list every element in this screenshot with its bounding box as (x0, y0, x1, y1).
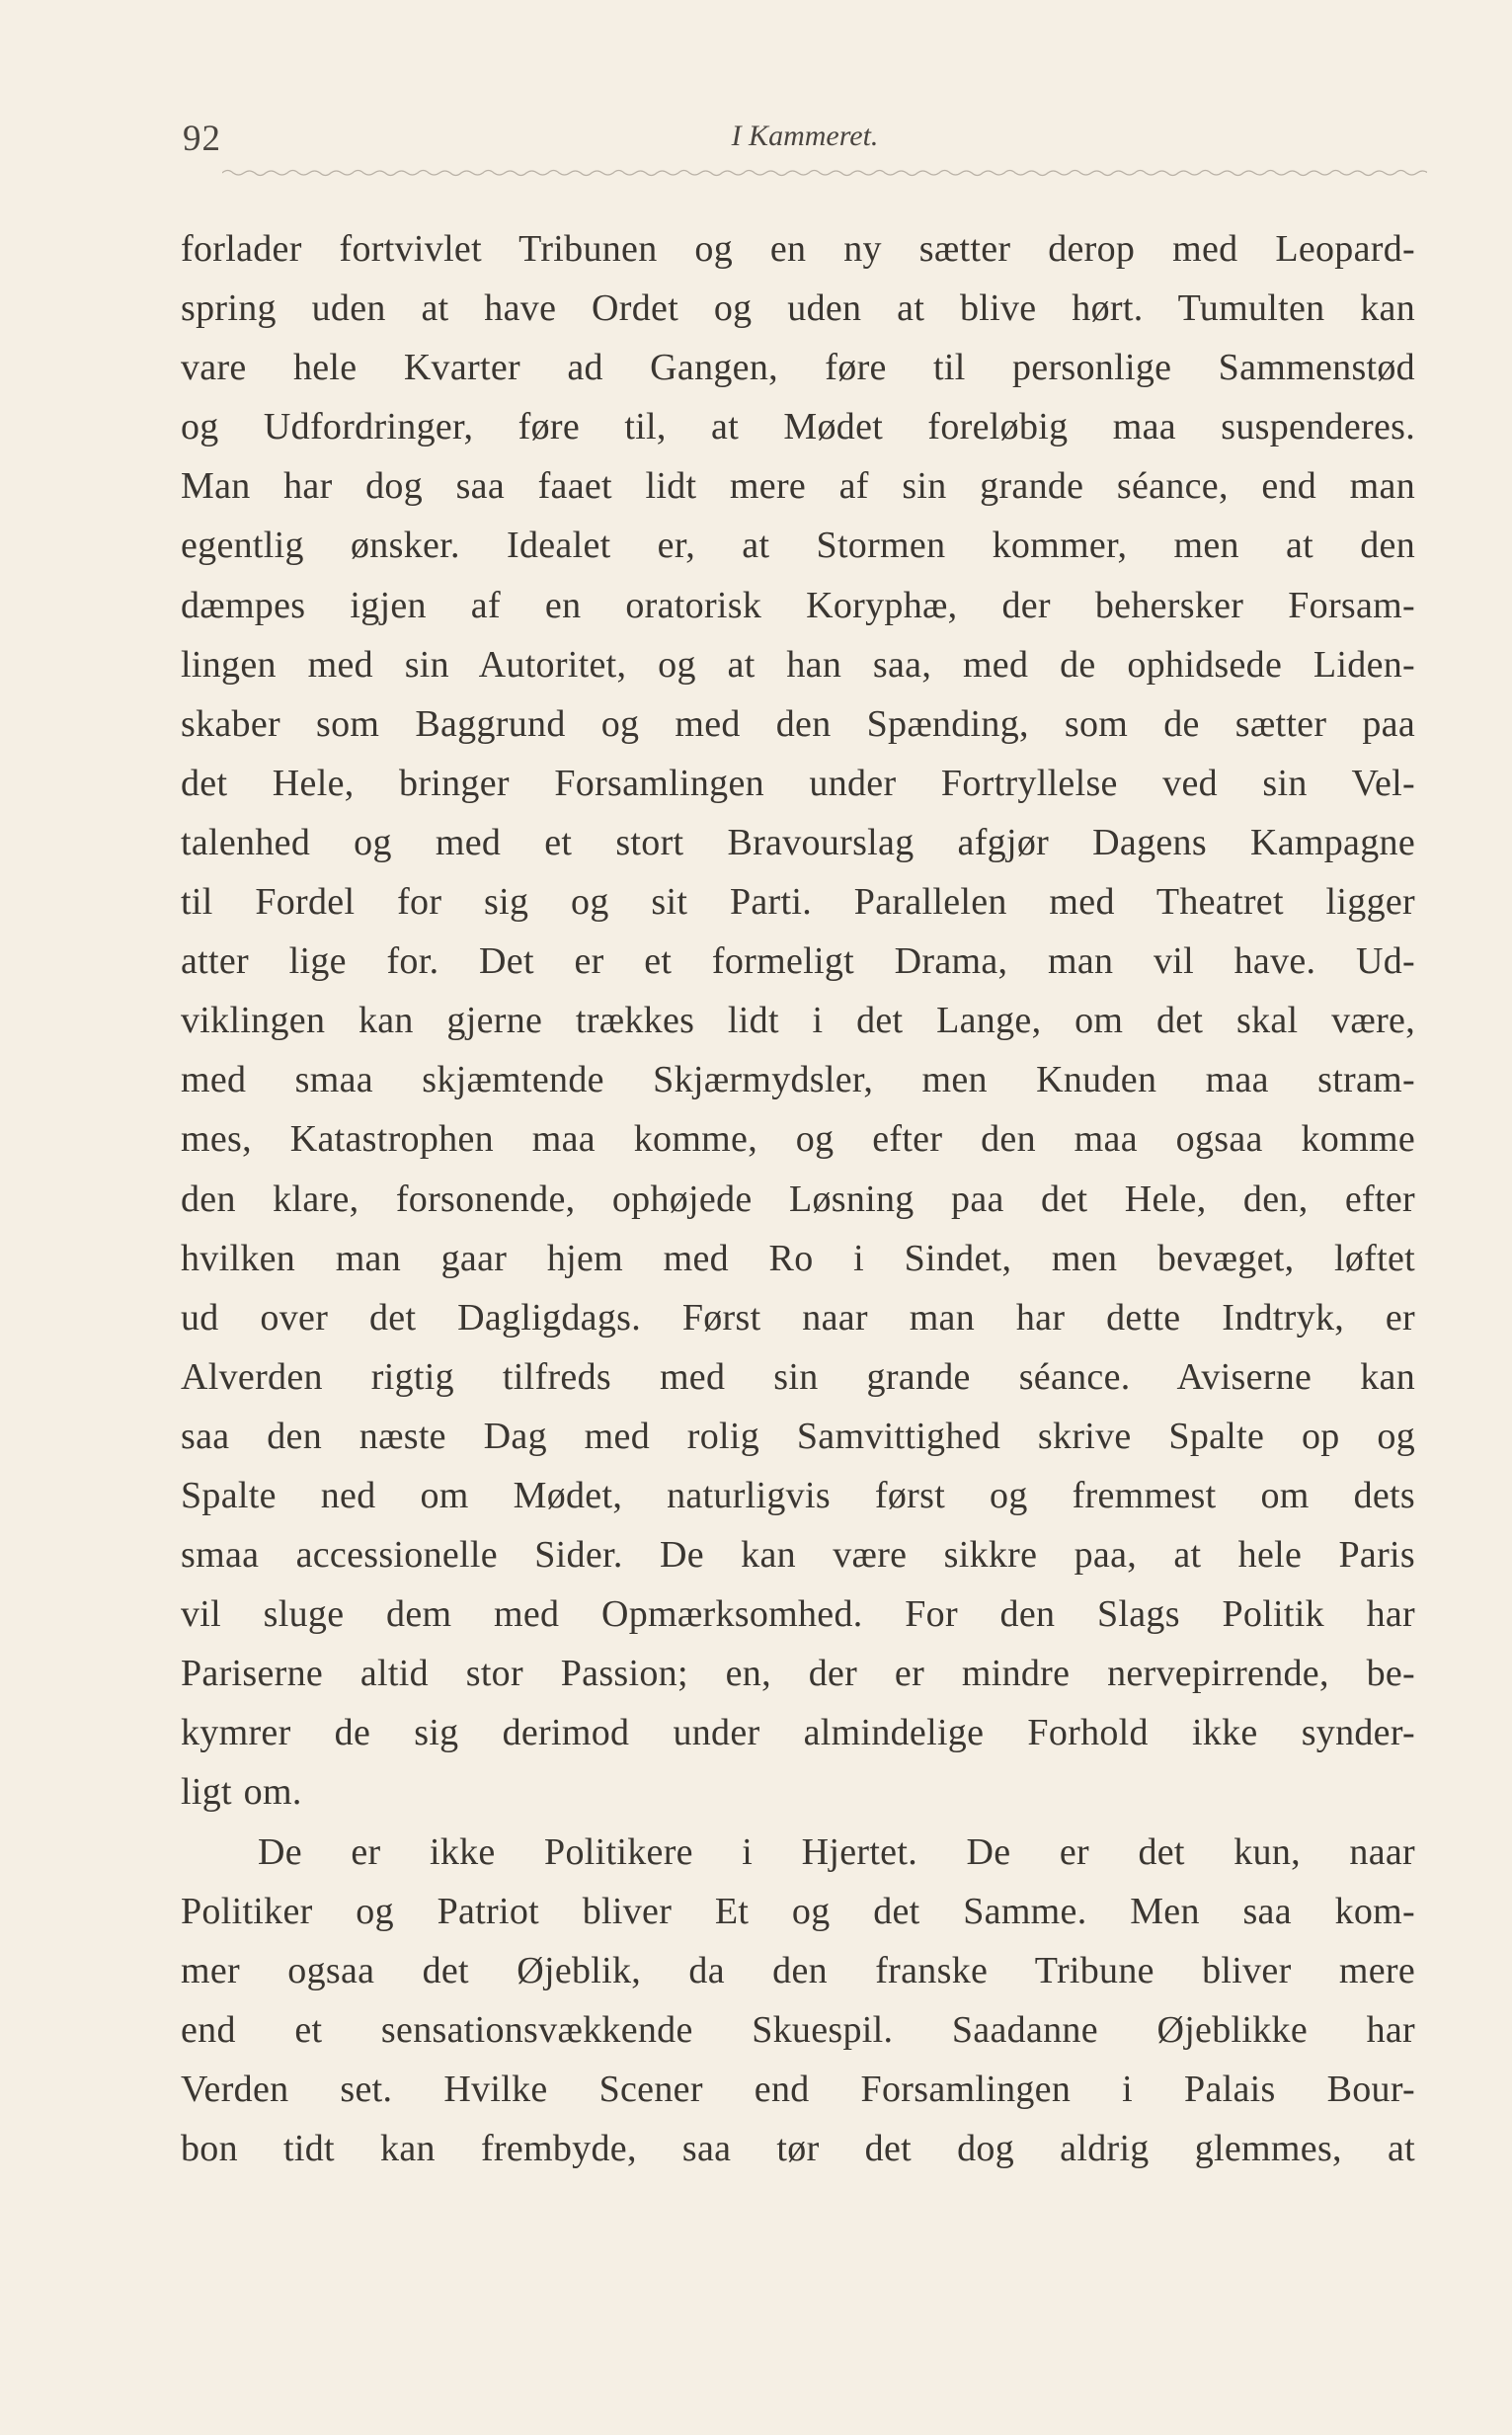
text-line: bon tidt kan frembyde, saa tør det dog aldrig glemmes, at (181, 2128, 1415, 2169)
text-line: mer ogsaa det Øjeblik, da den franske Tribune bliver mere (181, 1949, 1415, 1991)
text-line: vil sluge dem med Opmærksomhed. For den Slags Politik har (181, 1593, 1415, 1636)
text-line: viklingen kan gjerne trækkes lidt i det Lange, om det skal være, (181, 1000, 1415, 1042)
text-line: spring uden at have Ordet og uden at blive hørt. Tumulten kan (181, 287, 1415, 330)
text-line: Alverden rigtig tilfreds med sin grande séance. Aviserne kan (181, 1355, 1415, 1398)
text-line: den klare, forsonende, ophøjede Løsning paa det Hele, den, efter (181, 1177, 1415, 1220)
text-line: med smaa skjæmtende Skjærmydsler, men Knuden maa stram- (181, 1059, 1415, 1101)
text-line: vare hele Kvarter ad Gangen, føre til personlige Sammenstød (181, 347, 1415, 389)
running-title: I Kammeret. (731, 120, 879, 152)
text-line: saa den næste Dag med rolig Samvittighed skrive Spalte op og (181, 1415, 1415, 1457)
body-text (181, 219, 1415, 2178)
text-line: De er ikke Politikere i Hjertet. De er det kun, naar (258, 1830, 1415, 1873)
text-line: mes, Katastrophen maa komme, og efter den maa ogsaa komme (181, 1118, 1415, 1161)
text-line: dæmpes igjen af en oratorisk Koryphæ, der behersker Forsam- (181, 584, 1415, 626)
text-line: Verden set. Hvilke Scener end Forsamlingen i Palais Bour- (181, 2068, 1415, 2110)
page-header (183, 114, 1427, 173)
text-line: skaber som Baggrund og med den Spænding, som de sætter paa (181, 702, 1415, 745)
text-line: lingen med sin Autoritet, og at han saa, med de ophidsede Liden- (181, 643, 1415, 686)
text-line: atter lige for. Det er et formeligt Drama, man vil have. Ud- (181, 940, 1415, 983)
text-line: talenhed og med et stort Bravourslag afgjør Dagens Kampagne (181, 821, 1415, 863)
text-line: kymrer de sig derimod under almindelige Forhold ikke synder- (181, 1712, 1415, 1754)
text-line: og Udfordringer, føre til, at Mødet foreløbig maa suspenderes. (181, 406, 1415, 448)
text-line: end et sensationsvækkende Skuespil. Saadanne Øjeblikke har (181, 2008, 1415, 2051)
text-line: Man har dog saa faaet lidt mere af sin grande séance, end man (181, 465, 1415, 508)
text-line: til Fordel for sig og sit Parti. Parallelen med Theatret ligger (181, 881, 1415, 924)
text-line: hvilken man gaar hjem med Ro i Sindet, men bevæget, løftet (181, 1237, 1415, 1279)
page-number: 92 (183, 119, 221, 159)
text-line: ligt om. (181, 1771, 302, 1814)
text-line: egentlig ønsker. Idealet er, at Stormen kommer, men at den (181, 525, 1415, 567)
text-line: ud over det Dagligdags. Først naar man har dette Indtryk, er (181, 1296, 1415, 1339)
text-line: Spalte ned om Mødet, naturligvis først og fremmest om dets (181, 1474, 1415, 1516)
text-line: det Hele, bringer Forsamlingen under Fortryllelse ved sin Vel- (181, 762, 1415, 804)
text-line: Politiker og Patriot bliver Et og det Samme. Men saa kom- (181, 1890, 1415, 1932)
text-line: Pariserne altid stor Passion; en, der er mindre nervepirrende, be- (181, 1653, 1415, 1695)
decorative-wavy-rule (222, 166, 1427, 180)
text-line: forlader fortvivlet Tribunen og en ny sætter derop med Leopard- (181, 228, 1415, 270)
text-line: smaa accessionelle Sider. De kan være sikkre paa, at hele Paris (181, 1534, 1415, 1577)
